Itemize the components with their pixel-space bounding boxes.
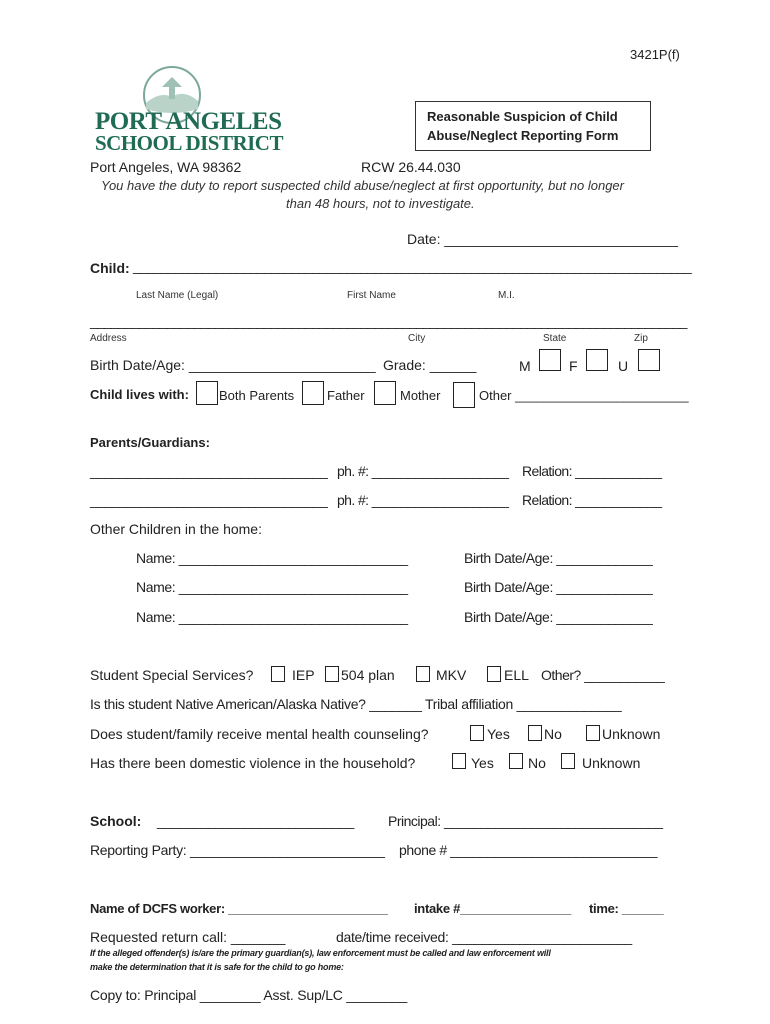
- domestic-violence-unknown-checkbox[interactable]: [561, 753, 575, 769]
- rcw-reference: RCW 26.44.030: [361, 159, 461, 175]
- child-sibling-name-field[interactable]: Name: _______________________________: [136, 579, 408, 595]
- duty-notice-line2: than 48 hours, not to investigate.: [286, 196, 475, 211]
- ell-label: ELL: [504, 667, 529, 683]
- principal-field[interactable]: Principal: ______________________________: [388, 813, 663, 829]
- iep-checkbox[interactable]: [271, 666, 285, 682]
- mental-health-unknown-label: Unknown: [602, 726, 661, 742]
- special-services-label: Student Special Services?: [90, 667, 254, 683]
- school-label: School:: [90, 813, 142, 829]
- other-children-heading: Other Children in the home:: [90, 521, 262, 537]
- 504-plan-label: 504 plan: [341, 667, 395, 683]
- mkv-label: MKV: [436, 667, 467, 683]
- domestic-violence-yes-label: Yes: [471, 755, 494, 771]
- address-caption: Address: [90, 333, 127, 344]
- mental-health-no-checkbox[interactable]: [528, 725, 542, 741]
- lives-with-label: Child lives with:: [90, 387, 189, 402]
- 504-plan-checkbox[interactable]: [325, 666, 339, 682]
- form-title-box: [415, 101, 651, 151]
- child-sibling-name-field[interactable]: Name: _______________________________: [136, 550, 408, 566]
- zip-caption: Zip: [634, 333, 648, 344]
- other-checkbox[interactable]: [453, 382, 475, 408]
- iep-label: IEP: [292, 667, 315, 683]
- domestic-violence-yes-checkbox[interactable]: [452, 753, 466, 769]
- mental-health-unknown-checkbox[interactable]: [586, 725, 600, 741]
- gender-m-checkbox[interactable]: [539, 349, 561, 371]
- domestic-violence-question: Has there been domestic violence in the household?: [90, 755, 416, 771]
- other-label[interactable]: Other ________________________: [479, 388, 689, 403]
- logo-line1: PORT ANGELES: [95, 108, 282, 135]
- special-services-other-field[interactable]: Other? ___________: [541, 667, 665, 683]
- ell-checkbox[interactable]: [487, 666, 501, 682]
- reporting-party-field[interactable]: Reporting Party: __________________________: [90, 842, 385, 858]
- domestic-violence-unknown-label: Unknown: [582, 755, 641, 771]
- father-label: Father: [327, 388, 365, 403]
- intake-number-field[interactable]: intake #________________: [414, 901, 571, 916]
- parent-phone-field[interactable]: ph. #: ___________________: [337, 463, 509, 479]
- date-field[interactable]: Date: ______________________________: [407, 231, 678, 247]
- parent-name-field[interactable]: _________________________________: [90, 463, 328, 479]
- mother-checkbox[interactable]: [374, 381, 396, 405]
- dcfs-worker-field[interactable]: Name of DCFS worker: _______________________: [90, 901, 388, 916]
- address-field[interactable]: ______________________________________________________________________________________: [90, 313, 687, 329]
- mental-health-yes-label: Yes: [487, 726, 510, 742]
- both-parents-label: Both Parents: [219, 388, 295, 403]
- district-logo: [92, 65, 283, 155]
- gender-m-label: M: [519, 358, 531, 374]
- grade-field[interactable]: Grade: ______: [383, 357, 477, 373]
- city-caption: City: [408, 333, 426, 344]
- parent-relation-field[interactable]: Relation: ____________: [522, 463, 662, 479]
- form-code: 3421P(f): [630, 47, 680, 62]
- date-time-received-field[interactable]: date/time received: ________________________: [336, 929, 632, 945]
- form-title-line1: Reasonable Suspicion of Child: [427, 109, 618, 124]
- school-field[interactable]: ___________________________: [157, 813, 354, 829]
- parent-relation-field[interactable]: Relation: ____________: [522, 492, 662, 508]
- gender-u-label: U: [618, 358, 629, 374]
- state-caption: State: [543, 333, 567, 344]
- child-sibling-name-field[interactable]: Name: _______________________________: [136, 609, 408, 625]
- child-sibling-birthdate-field[interactable]: Birth Date/Age: _____________: [464, 550, 653, 566]
- native-american-question[interactable]: Is this student Native American/Alaska Native? _______ Tribal affiliation ______________: [90, 696, 622, 712]
- parents-guardians-heading: Parents/Guardians:: [90, 435, 210, 450]
- father-checkbox[interactable]: [302, 381, 324, 405]
- parent-phone-field[interactable]: ph. #: ___________________: [337, 492, 509, 508]
- child-sibling-birthdate-field[interactable]: Birth Date/Age: _____________: [464, 579, 653, 595]
- gender-f-checkbox[interactable]: [586, 349, 608, 371]
- mental-health-yes-checkbox[interactable]: [470, 725, 484, 741]
- mother-label: Mother: [400, 388, 441, 403]
- child-sibling-birthdate-field[interactable]: Birth Date/Age: _____________: [464, 609, 653, 625]
- birth-date-age-field[interactable]: Birth Date/Age: ________________________: [90, 357, 376, 373]
- district-address: Port Angeles, WA 98362: [90, 159, 242, 175]
- domestic-violence-no-label: No: [528, 755, 546, 771]
- first-name-caption: First Name: [347, 290, 396, 301]
- copy-to-field[interactable]: Copy to: Principal ________ Asst. Sup/LC ________: [90, 987, 408, 1003]
- return-call-field[interactable]: Requested return call: _______: [90, 929, 286, 945]
- gender-f-label: F: [569, 358, 578, 374]
- domestic-violence-no-checkbox[interactable]: [509, 753, 523, 769]
- both-parents-checkbox[interactable]: [196, 381, 218, 405]
- child-label: Child:: [90, 260, 130, 276]
- law-enforcement-note-line1: If the alleged offender(s) is/are the primary guardian(s), law enforcement must be called and law enforcement will: [90, 948, 551, 958]
- logo-line2: SCHOOL DISTRICT: [95, 131, 283, 155]
- duty-notice-line1: You have the duty to report suspected child abuse/neglect at first opportunity, but no longer: [101, 178, 624, 193]
- form-title-line2: Abuse/Neglect Reporting Form: [427, 128, 619, 143]
- parent-name-field[interactable]: _________________________________: [90, 492, 328, 508]
- mi-caption: M.I.: [498, 290, 515, 301]
- law-enforcement-note-line2: make the determination that it is safe for the child to go home:: [90, 962, 344, 972]
- reporter-phone-field[interactable]: phone # ____________________________: [399, 842, 658, 858]
- mkv-checkbox[interactable]: [416, 666, 430, 682]
- gender-u-checkbox[interactable]: [638, 349, 660, 371]
- child-name-field[interactable]: _________________________________________________________________________________: [133, 258, 691, 274]
- last-name-caption: Last Name (Legal): [136, 290, 219, 301]
- time-field[interactable]: time: ______: [589, 901, 664, 916]
- mental-health-question: Does student/family receive mental health counseling?: [90, 726, 429, 742]
- mental-health-no-label: No: [544, 726, 562, 742]
